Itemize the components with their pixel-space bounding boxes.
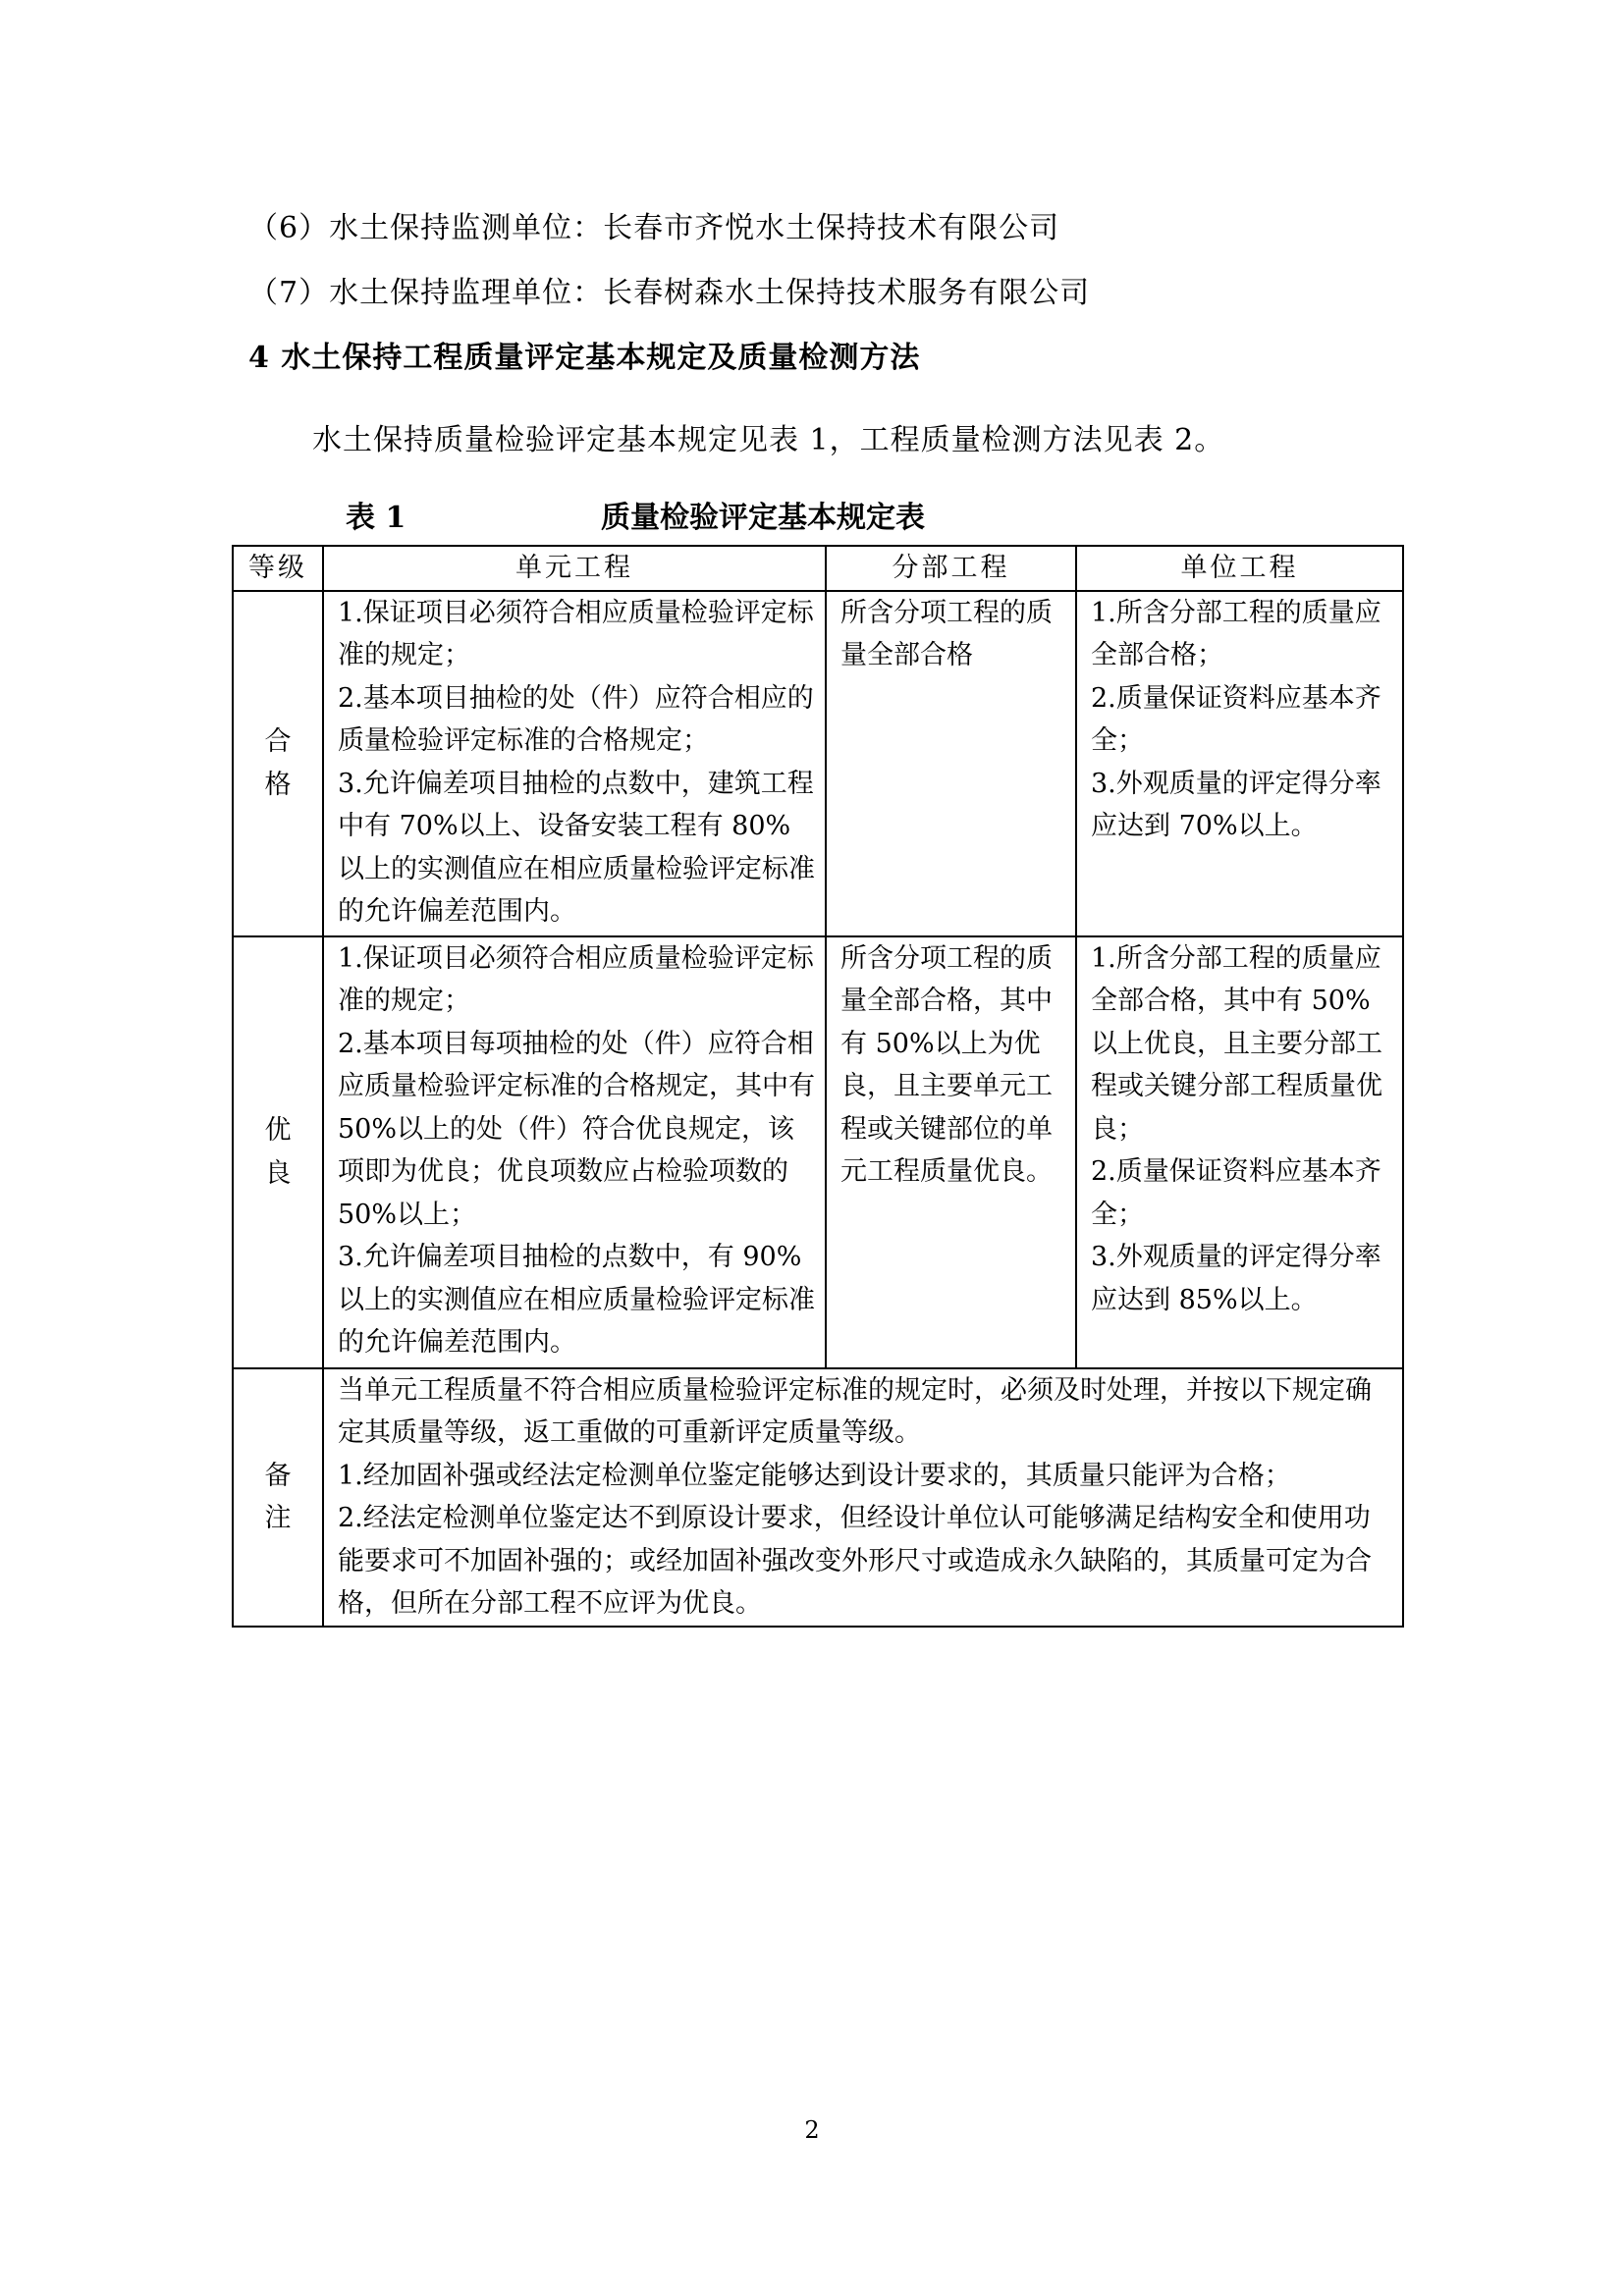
remark-paragraph: 1.经加固补强或经法定检测单位鉴定能够达到设计要求的，其质量只能评为合格； bbox=[338, 1460, 1291, 1491]
cell-text: 所含分项工程的质量全部合格，其中有 50%以上为优良，且主要单元工程或关键部位的单元工程质量优良。 bbox=[840, 942, 1053, 1187]
remarks-cell bbox=[323, 1368, 1403, 1627]
grade-char: 优 bbox=[264, 1115, 292, 1146]
section-heading: 4 水土保持工程质量评定基本规定及质量检测方法 bbox=[248, 341, 921, 375]
cell-text: 1.保证项目必须符合相应质量检验评定标准的规定； bbox=[338, 942, 814, 1016]
header-unit-element: 单元工程 bbox=[323, 546, 826, 591]
grade-char: 格 bbox=[264, 769, 292, 800]
header-unit-project: 单位工程 bbox=[1076, 546, 1403, 591]
quality-standard-table bbox=[232, 545, 1404, 1628]
cell-text: 1.保证项目必须符合相应质量检验评定标准的规定； bbox=[338, 597, 814, 670]
cell-text: 3.外观质量的评定得分率应达到 85%以上。 bbox=[1091, 1242, 1381, 1315]
table-row-pass bbox=[233, 591, 1403, 936]
header-division: 分部工程 bbox=[826, 546, 1076, 591]
cell-text: 2.质量保证资料应基本齐全； bbox=[1091, 682, 1381, 756]
remark-paragraph: 当单元工程质量不符合相应质量检验评定标准的规定时，必须及时处理，并按以下规定确定其质量等级，返工重做的可重新评定质量等级。 bbox=[338, 1374, 1372, 1448]
item-7-supervision-unit: （7）水土保持监理单位：长春树森水土保持技术服务有限公司 bbox=[248, 276, 1091, 310]
unit-project-cell-pass bbox=[1076, 591, 1403, 936]
division-cell-excellent bbox=[826, 936, 1076, 1368]
division-cell-pass bbox=[826, 591, 1076, 936]
table-row-excellent bbox=[233, 936, 1403, 1368]
intro-paragraph: 水土保持质量检验评定基本规定见表 1，工程质量检测方法见表 2。 bbox=[312, 423, 1225, 457]
cell-text: 1.所含分部工程的质量应全部合格； bbox=[1091, 597, 1381, 670]
cell-text: 2.基本项目每项抽检的处（件）应符合相应质量检验评定标准的合格规定，其中有 50%以上的处（件）符合优良规定，该项即为优良；优良项数应占检验项数的 50%以上； bbox=[338, 1028, 815, 1230]
cell-text: 3.外观质量的评定得分率应达到 70%以上。 bbox=[1091, 768, 1381, 841]
table-header-row bbox=[233, 546, 1403, 591]
table-row-remarks bbox=[233, 1368, 1403, 1627]
grade-char: 良 bbox=[264, 1157, 292, 1189]
grade-char: 备 bbox=[264, 1460, 292, 1491]
grade-cell-excellent bbox=[233, 936, 323, 1368]
grade-cell-pass bbox=[233, 591, 323, 936]
page-number: 2 bbox=[804, 2116, 820, 2144]
unit-project-cell-excellent bbox=[1076, 936, 1403, 1368]
unit-element-cell-excellent bbox=[323, 936, 826, 1368]
grade-char: 注 bbox=[264, 1503, 292, 1533]
item-6-monitoring-unit: （6）水土保持监测单位：长春市齐悦水土保持技术有限公司 bbox=[248, 211, 1060, 245]
cell-text: 3.允许偏差项目抽检的点数中，建筑工程中有 70%以上、设备安装工程有 80%以上的实测值应在相应质量检验评定标准的允许偏差范围内。 bbox=[338, 768, 815, 927]
header-grade: 等级 bbox=[233, 546, 323, 591]
table-caption-title: 质量检验评定基本规定表 bbox=[601, 501, 925, 535]
unit-element-cell-pass bbox=[323, 591, 826, 936]
cell-text: 1.所含分部工程的质量应全部合格，其中有 50%以上优良，且主要分部工程或关键分部工程质量优良； bbox=[1091, 942, 1382, 1145]
table-caption-number: 表 1 bbox=[346, 501, 406, 535]
grade-cell-remarks bbox=[233, 1368, 323, 1627]
cell-text: 所含分项工程的质量全部合格 bbox=[840, 597, 1053, 670]
remark-paragraph: 2.经法定检测单位鉴定达不到原设计要求，但经设计单位认可能够满足结构安全和使用功能要求可不加固补强的；或经加固补强改变外形尺寸或造成永久缺陷的，其质量可定为合格，但所在分部工程不应评为优良。 bbox=[338, 1503, 1372, 1619]
cell-text: 3.允许偏差项目抽检的点数中，有 90%以上的实测值应在相应质量检验评定标准的允许偏差范围内。 bbox=[338, 1242, 815, 1358]
cell-text: 2.基本项目抽检的处（件）应符合相应的质量检验评定标准的合格规定； bbox=[338, 682, 814, 756]
cell-text: 2.质量保证资料应基本齐全； bbox=[1091, 1156, 1381, 1230]
grade-char: 合 bbox=[264, 726, 292, 757]
